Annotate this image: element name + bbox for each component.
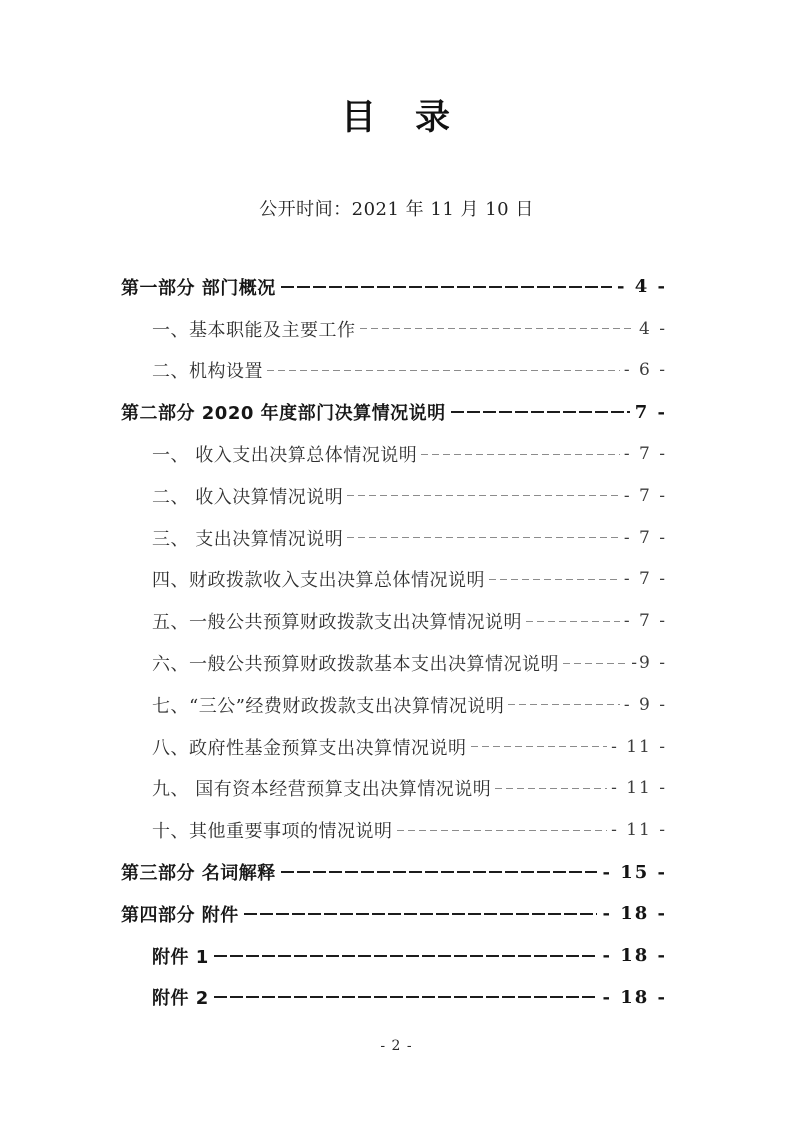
toc-leader-line [495, 788, 607, 789]
toc-entry-page: - 11 - [611, 820, 667, 841]
toc-leader-line [214, 996, 598, 998]
toc-entry-page: - 7 - [623, 444, 667, 465]
toc-entry-label: 九、 国有资本经营预算支出决算情况说明 [152, 779, 492, 801]
toc-entry-label: 第二部分 2020 年度部门决算情况说明 [121, 403, 446, 425]
toc-entry-page: - 18 - [602, 945, 667, 967]
toc-entry-label: 第四部分 附件 [121, 904, 239, 926]
toc-entry [121, 517, 667, 559]
toc-entry [121, 977, 667, 1019]
toc-entry [121, 266, 667, 308]
toc-entry-page: - 18 - [602, 903, 667, 925]
footer-page-number: - 2 - [380, 1038, 413, 1054]
toc-entry-page: - 15 - [602, 861, 667, 883]
toc-entry-page: - 7 - [623, 527, 667, 548]
toc-entry-label: 七、“三公”经费财政拨款支出决算情况说明 [152, 695, 505, 717]
toc-entry-label: 四、财政拨款收入支出决算总体情况说明 [152, 570, 485, 592]
toc-leader-line [347, 495, 620, 496]
publish-time-line: 公开时间：2021 年 11 月 10 日 [259, 199, 534, 220]
toc-entry-label: 六、一般公共预算财政拨款基本支出决算情况说明 [152, 654, 559, 676]
toc-leader-line [267, 370, 620, 371]
toc-entry [121, 642, 667, 684]
toc-entry [121, 559, 667, 601]
toc-entry [121, 893, 667, 935]
toc-entry [121, 809, 667, 851]
toc-entry [121, 600, 667, 642]
toc-leader-line [421, 454, 620, 455]
toc-entry-page: - 9 - [623, 694, 667, 715]
toc-entry-label: 二、机构设置 [152, 361, 263, 383]
toc-leader-line [214, 955, 598, 957]
toc-entry-page: - 7 - [623, 611, 667, 632]
toc-entry-label: 第三部分 名词解释 [121, 863, 276, 885]
toc-entry-page: 7 - [634, 401, 667, 423]
toc-entry-label: 附件 1 [152, 946, 209, 968]
toc-entry-label: 八、政府性基金预算支出决算情况说明 [152, 737, 467, 759]
toc-entry [121, 475, 667, 517]
toc-entry [121, 726, 667, 768]
toc-list [121, 266, 667, 1018]
toc-entry-label: 三、 支出决算情况说明 [152, 528, 344, 550]
toc-entry-page: - 11 - [611, 778, 667, 799]
toc-entry [121, 684, 667, 726]
toc-entry-label: 二、 收入决算情况说明 [152, 486, 344, 508]
toc-entry [121, 308, 667, 350]
toc-entry-page: - 7 - [623, 569, 667, 590]
toc-entry-label: 一、基本职能及主要工作 [152, 319, 356, 341]
toc-entry [121, 851, 667, 893]
toc-entry-page: - 4 - [617, 276, 667, 298]
toc-entry-label: 一、 收入支出决算总体情况说明 [152, 445, 418, 467]
toc-entry-page: -9 - [631, 653, 667, 674]
toc-entry-page: - 6 - [623, 360, 667, 381]
toc-entry [121, 350, 667, 392]
toc-leader-line [281, 871, 598, 873]
toc-entry [121, 935, 667, 977]
toc-leader-line [397, 830, 608, 831]
toc-entry-label: 第一部分 部门概况 [121, 277, 276, 299]
toc-leader-line [471, 746, 608, 747]
toc-entry-page: - 11 - [611, 736, 667, 757]
toc-entry-label: 十、其他重要事项的情况说明 [152, 821, 393, 843]
toc-entry-page: - 18 - [602, 986, 667, 1008]
toc-leader-line [451, 411, 630, 413]
toc-leader-line [489, 579, 620, 580]
toc-entry-label: 五、一般公共预算财政拨款支出决算情况说明 [152, 612, 522, 634]
toc-leader-line [281, 286, 612, 288]
toc-entry [121, 433, 667, 475]
toc-leader-line [347, 537, 620, 538]
toc-leader-line [526, 621, 620, 622]
toc-leader-line [244, 913, 598, 915]
toc-leader-line [508, 704, 619, 705]
toc-entry-page: 4 - [639, 318, 667, 339]
toc-entry-page: - 7 - [623, 485, 667, 506]
toc-leader-line [360, 328, 636, 329]
toc-leader-line [563, 663, 627, 664]
toc-entry [121, 391, 667, 433]
toc-entry [121, 768, 667, 810]
toc-entry-label: 附件 2 [152, 988, 209, 1010]
toc-title: 目 录 [340, 98, 452, 138]
